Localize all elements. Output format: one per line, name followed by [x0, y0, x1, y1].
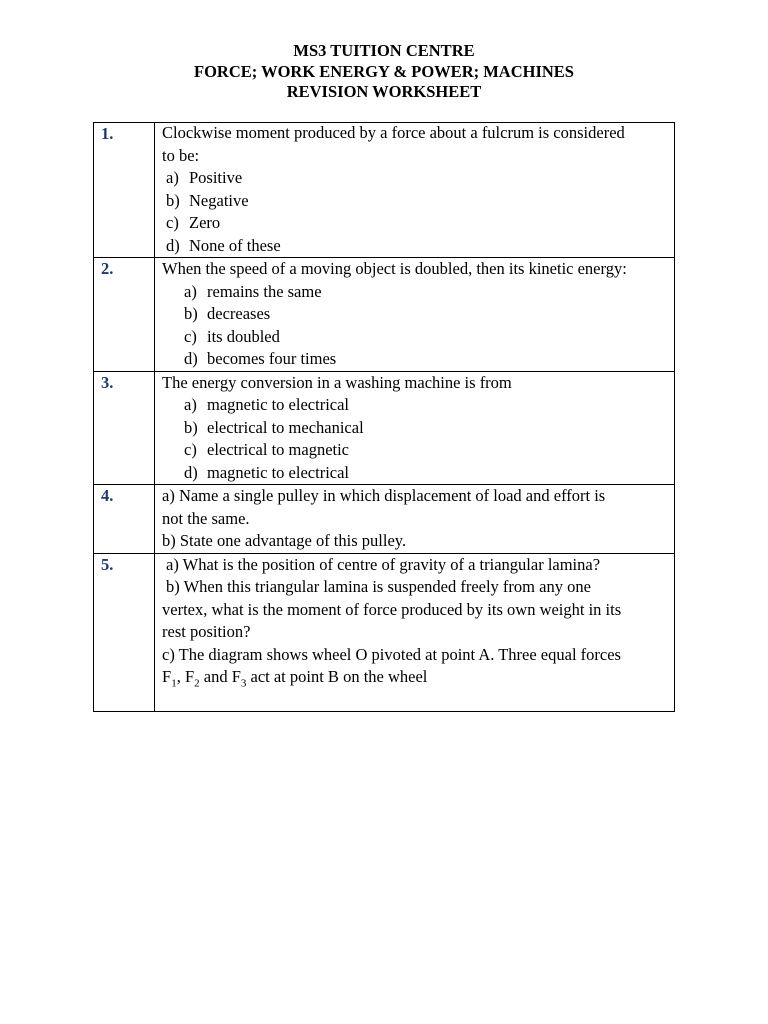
option-text: Negative	[189, 190, 249, 210]
option-letter: b)	[184, 417, 198, 437]
question-part-b: b) When this triangular lamina is suspended freely from any one	[166, 577, 591, 596]
question-part-c-continued	[162, 666, 668, 689]
question-content	[155, 553, 675, 711]
answer-options	[162, 167, 668, 257]
option-letter: c)	[184, 326, 197, 346]
answer-option	[162, 348, 668, 371]
question-content	[155, 123, 675, 258]
option-letter: b)	[184, 304, 198, 323]
answer-option	[162, 167, 668, 190]
option-text: remains the same	[207, 281, 322, 301]
question-part-a: a) Name a single pulley in which displacement of load and effort is	[162, 486, 606, 505]
option-letter: b)	[166, 190, 180, 210]
question-part-b: b) State one advantage of this pulley.	[162, 531, 407, 550]
answer-option	[162, 303, 668, 326]
option-letter: d)	[184, 462, 198, 482]
question-prompt: When the speed of a moving object is doubled, then its kinetic energy:	[162, 259, 627, 278]
force-separator: , F	[176, 667, 195, 686]
question-row-5	[94, 553, 675, 711]
option-letter: a)	[166, 168, 179, 187]
option-text: magnetic to electrical	[207, 462, 350, 482]
force-subscript: 3	[240, 677, 247, 690]
question-part-b-continued: vertex, what is the moment of force produced by its own weight in its	[162, 599, 622, 619]
answer-option	[162, 212, 668, 235]
answer-option	[162, 235, 668, 258]
force-subscript: 2	[194, 677, 200, 690]
option-text: electrical to magnetic	[207, 440, 350, 459]
question-prompt-continued: to be:	[162, 145, 200, 165]
answer-option	[162, 326, 668, 349]
question-number: 4.	[94, 485, 155, 554]
question-text-tail: act at point B on the wheel	[246, 667, 428, 686]
option-letter: a)	[184, 395, 197, 414]
worksheet-header	[0, 41, 768, 103]
option-text: decreases	[207, 304, 271, 323]
answer-options	[162, 281, 668, 371]
force-separator: and F	[199, 667, 241, 686]
question-prompt: The energy conversion in a washing machine is from	[162, 372, 512, 392]
answer-option	[162, 439, 668, 462]
option-letter: d)	[166, 235, 180, 255]
question-part-a-continued: not the same.	[162, 508, 250, 528]
option-text: Positive	[189, 168, 243, 187]
question-content	[155, 371, 675, 485]
question-part-b-continued: rest position?	[162, 622, 251, 641]
questions-table	[93, 122, 675, 712]
answer-option	[162, 394, 668, 417]
question-row-1	[94, 123, 675, 258]
question-number: 2.	[94, 258, 155, 372]
option-text: becomes four times	[207, 349, 337, 368]
force-subscript: 1	[171, 677, 177, 690]
question-prompt: Clockwise moment produced by a force about a fulcrum is considered	[162, 123, 625, 142]
question-part-c: c) The diagram shows wheel O pivoted at point A. Three equal forces	[162, 644, 621, 664]
answer-option	[162, 462, 668, 485]
option-letter: d)	[184, 349, 198, 368]
answer-option	[162, 190, 668, 213]
option-text: its doubled	[207, 326, 280, 346]
answer-options	[162, 394, 668, 484]
worksheet-title: REVISION WORKSHEET	[286, 82, 482, 101]
answer-option	[162, 281, 668, 304]
question-content	[155, 258, 675, 372]
answer-option	[162, 417, 668, 440]
option-letter: c)	[184, 440, 197, 459]
option-text: magnetic to electrical	[207, 395, 350, 414]
option-text: None of these	[189, 235, 281, 255]
school-name: MS3 TUITION CENTRE	[293, 41, 475, 60]
option-text: electrical to mechanical	[207, 417, 364, 437]
question-number: 5.	[94, 553, 155, 711]
question-number: 1.	[94, 123, 155, 258]
option-text: Zero	[189, 213, 221, 232]
question-row-2	[94, 258, 675, 372]
question-number: 3.	[94, 371, 155, 485]
force-symbol: F	[162, 667, 172, 686]
question-row-3	[94, 371, 675, 485]
worksheet-topics: FORCE; WORK ENERGY & POWER; MACHINES	[194, 61, 574, 81]
option-letter: a)	[184, 281, 197, 301]
question-part-a: a) What is the position of centre of gravity of a triangular lamina?	[166, 554, 601, 574]
option-letter: c)	[166, 213, 179, 232]
question-content	[155, 485, 675, 554]
question-row-4	[94, 485, 675, 554]
